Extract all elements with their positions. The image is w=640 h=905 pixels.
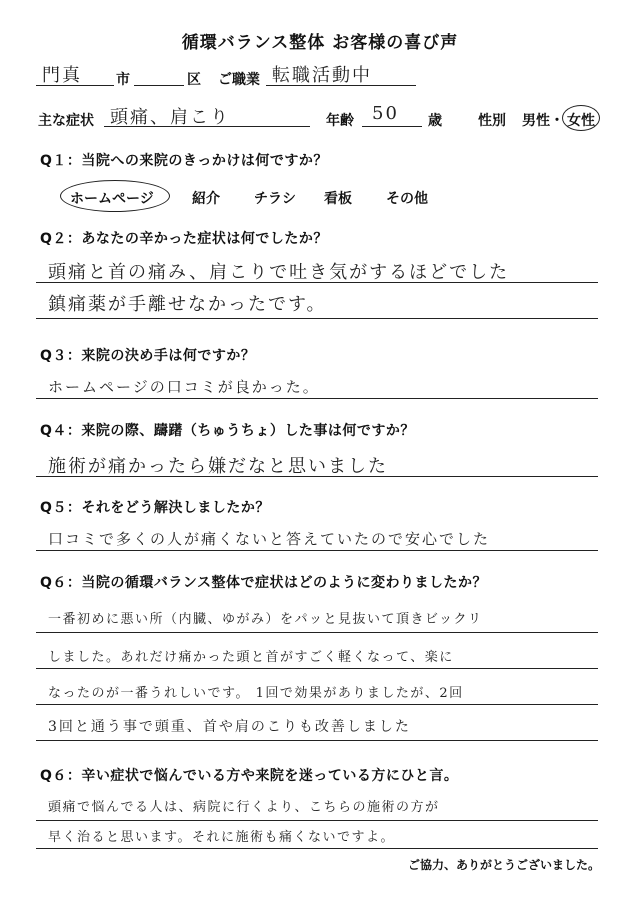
q4-answer-line1: 施術が痛かったら嫌だなと思いました bbox=[48, 456, 388, 477]
q3-answer-line1: ホームページの口コミが良かった。 bbox=[48, 378, 320, 396]
symptom-value: 頭痛、肩こり bbox=[110, 107, 230, 128]
q4-rule-1 bbox=[36, 476, 598, 477]
q6-rule-2 bbox=[36, 668, 598, 669]
q7-rule-1 bbox=[36, 820, 598, 821]
q1-option-homepage: ホームページ bbox=[70, 191, 154, 207]
q3-rule-1 bbox=[36, 398, 598, 399]
occupation-label: ご職業 bbox=[218, 72, 260, 88]
q1-option-flyer: チラシ bbox=[254, 191, 296, 207]
q5-answer-line1: 口コミで多くの人が痛くないと答えていたので安心でした bbox=[48, 530, 491, 548]
q5-label: Q５：それをどう解決しましたか？ bbox=[40, 500, 270, 516]
age-unit: 歳 bbox=[428, 113, 442, 129]
q4-label: Q４：来院の際、躊躇（ちゅうちょ）した事は何ですか？ bbox=[40, 423, 415, 439]
q6-answer-line3: なったのが一番うれしいです。 1回で効果がありましたが、2回 bbox=[48, 686, 464, 701]
occupation-value: 転職活動中 bbox=[272, 65, 372, 86]
q6-rule-1 bbox=[36, 632, 598, 633]
q1-label: Q１：当院への来院のきっかけは何ですか？ bbox=[40, 153, 328, 169]
city-value: 門真 bbox=[42, 65, 82, 86]
q1-option-signboard: 看板 bbox=[324, 191, 352, 207]
ward-underline bbox=[134, 85, 184, 86]
q7-answer-line1: 頭痛で悩んでる人は、病院に行くより、こちらの施術の方が bbox=[48, 800, 440, 815]
q7-rule-2 bbox=[36, 848, 598, 849]
age-value: 50 bbox=[372, 103, 399, 124]
q2-answer-line2: 鎮痛薬が手離せなかったです。 bbox=[48, 294, 327, 315]
q6-answer-line1: 一番初めに悪い所（内臓、ゆがみ）をパッと見抜いて頂きビックリ bbox=[48, 612, 483, 627]
gender-label: 性別 bbox=[478, 113, 506, 129]
gender-male: 男性・ bbox=[522, 113, 564, 129]
occupation-underline bbox=[266, 85, 416, 86]
age-underline bbox=[362, 126, 422, 127]
q5-rule-1 bbox=[36, 550, 598, 551]
q2-label: Q２：あなたの辛かった症状は何でしたか？ bbox=[40, 231, 328, 247]
q2-rule-1 bbox=[36, 282, 598, 283]
q2-rule-2 bbox=[36, 318, 598, 319]
q6-rule-4 bbox=[36, 740, 598, 741]
symptom-underline bbox=[104, 126, 310, 127]
q1-selected-circle bbox=[60, 180, 170, 212]
city-label: 市 bbox=[116, 72, 130, 88]
ward-label: 区 bbox=[187, 72, 201, 88]
symptom-label: 主な症状 bbox=[38, 113, 94, 129]
form-title: 循環バランス整体 お客様の喜び声 bbox=[181, 33, 459, 53]
q6-label: Q６：当院の循環バランス整体で症状はどのように変わりましたか？ bbox=[40, 575, 487, 591]
q1-option-referral: 紹介 bbox=[192, 191, 220, 207]
q7-label: Q６：辛い症状で悩んでいる方や来院を迷っている方にひと言。 bbox=[40, 768, 459, 784]
q2-answer-line1: 頭痛と首の痛み、肩こりで吐き気がするほどでした bbox=[48, 262, 510, 283]
q6-answer-line4: 3回と通う事で頭重、首や肩のこりも改善しました bbox=[48, 719, 411, 735]
gender-female: 女性 bbox=[567, 113, 595, 129]
q1-option-other: その他 bbox=[386, 191, 428, 207]
q6-answer-line2: しました。あれだけ痛かった頭と首がすごく軽くなって、楽に bbox=[48, 650, 454, 665]
q6-rule-3 bbox=[36, 704, 598, 705]
thanks-message: ご協力、ありがとうございました。 bbox=[407, 858, 600, 872]
age-label: 年齢 bbox=[326, 113, 354, 129]
q7-answer-line2: 早く治ると思います。それに施術も痛くないですよ。 bbox=[48, 830, 395, 845]
gender-selected-circle bbox=[562, 105, 600, 131]
city-underline bbox=[36, 85, 114, 86]
q3-label: Q３：来院の決め手は何ですか？ bbox=[40, 348, 256, 364]
